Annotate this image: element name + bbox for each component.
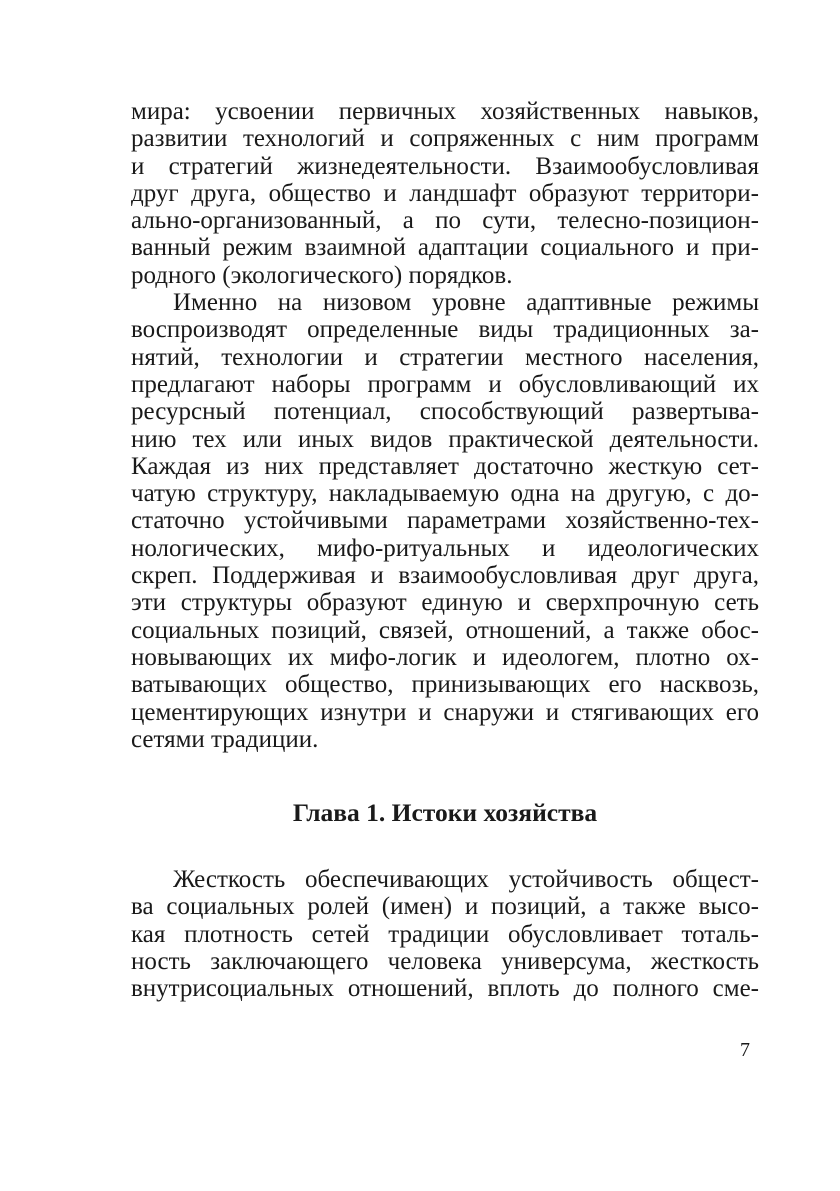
- text-line: Жесткость обеспечивающих устойчивость общест-: [173, 866, 759, 894]
- chapter-heading: Глава 1. Истоки хозяйства: [292, 798, 598, 828]
- text-line: нию тех или иных видов практической деятельности.: [131, 425, 759, 453]
- text-line: нологических, мифо-ритуальных и идеологических: [131, 534, 759, 562]
- text-line: эти структуры образуют единую и сверхпрочную сеть: [131, 589, 759, 617]
- text-line: родного (экологического) порядков.: [131, 261, 513, 289]
- paragraph-2: [131, 289, 759, 753]
- page-number: 7: [740, 1039, 750, 1061]
- text-line: скреп. Поддерживая и взаимообусловливая друг друга,: [131, 562, 759, 590]
- text-line: ность заключающего человека универсума, жесткость: [131, 948, 759, 976]
- text-line: друг друга, общество и ландшафт образуют территори-: [131, 179, 759, 207]
- paragraph-3: [131, 866, 759, 1002]
- text-line: кая плотность сетей традиции обусловливает тоталь-: [131, 920, 759, 948]
- text-line: воспроизводят определенные виды традиционных за-: [131, 316, 759, 344]
- text-line: Именно на низовом уровне адаптивные режимы: [173, 289, 759, 317]
- text-line: чатую структуру, накладываемую одна на другую, с до-: [131, 480, 759, 508]
- text-line: развитии технологий и сопряженных с ним программ: [131, 125, 759, 153]
- text-line: внутрисоциальных отношений, вплоть до полного сме-: [131, 975, 759, 1003]
- text-line: ватывающих общество, принизывающих его насквозь,: [131, 671, 759, 699]
- text-line: цементирующих изнутри и снаружи и стягивающих его: [131, 698, 759, 726]
- text-line: предлагают наборы программ и обусловливающий их: [131, 370, 759, 398]
- text-line: социальных позиций, связей, отношений, а также обос-: [131, 616, 759, 644]
- text-line: новывающих их мифо-логик и идеологем, плотно ох-: [131, 643, 759, 671]
- text-line: и стратегий жизнедеятельности. Взаимообусловливая: [131, 152, 759, 180]
- paragraph-1: [131, 98, 759, 289]
- text-line: мира: усвоении первичных хозяйственных навыков,: [131, 98, 759, 125]
- text-line: нятий, технологии и стратегии местного населения,: [131, 343, 759, 371]
- text-line: ресурсный потенциал, способствующий развертыва-: [131, 398, 759, 426]
- text-line: ва социальных ролей (имен) и позиций, а также высо-: [131, 893, 759, 921]
- text-line: Каждая из них представляет достаточно жесткую сет-: [131, 452, 759, 480]
- page-body: [131, 98, 759, 1003]
- text-line: ванный режим взаимной адаптации социального и при-: [131, 234, 759, 262]
- text-line: ально-организованный, а по сути, телесно-позицион-: [131, 207, 759, 235]
- text-line: статочно устойчивыми параметрами хозяйственно-тех-: [131, 507, 759, 535]
- text-line: сетями традиции.: [131, 725, 319, 753]
